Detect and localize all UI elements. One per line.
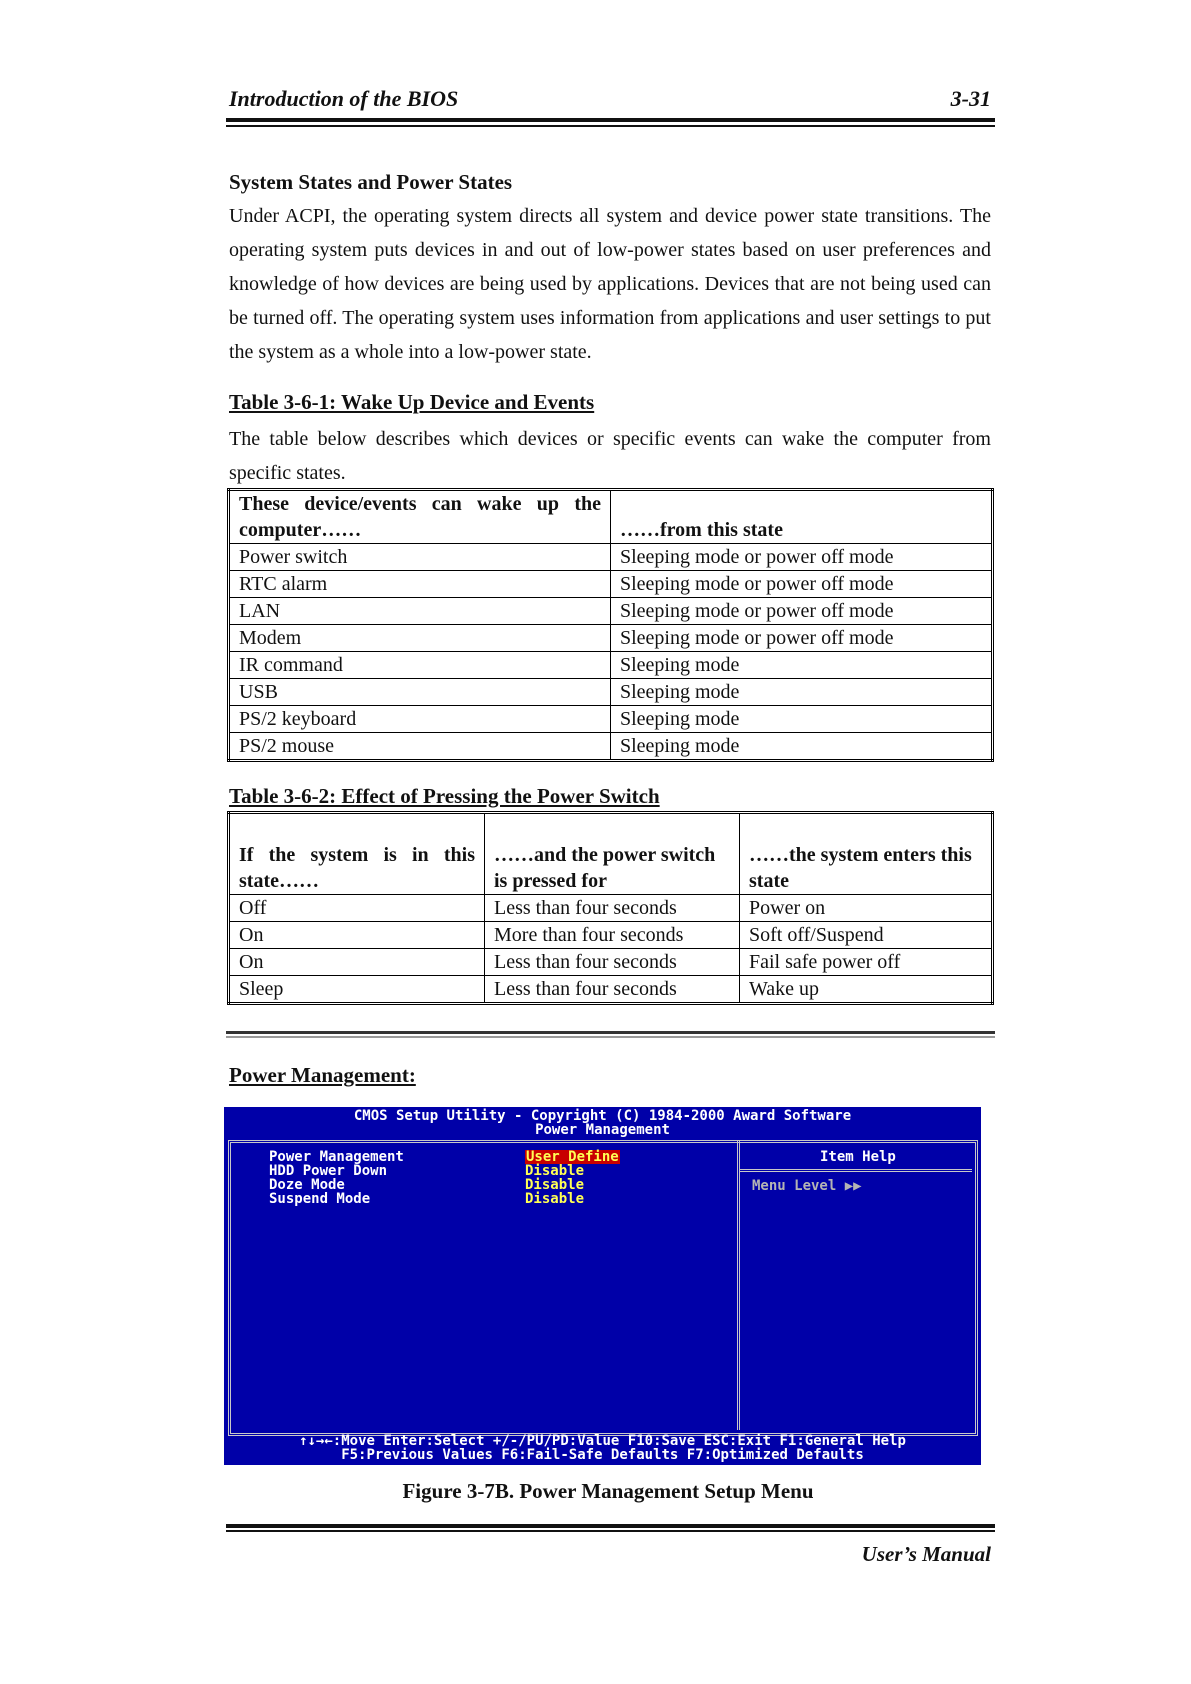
- table-cell: LAN: [229, 598, 611, 625]
- table-row: [229, 949, 993, 976]
- table-cell: PS/2 keyboard: [229, 706, 611, 733]
- header-rule-thin: [226, 125, 995, 127]
- bios-item-power-management[interactable]: Power Management: [269, 1149, 404, 1165]
- bios-help-separator: [740, 1169, 972, 1172]
- table1-caption: Table 3-6-1: Wake Up Device and Events: [229, 390, 595, 414]
- table-cell: Modem: [229, 625, 611, 652]
- power-switch-table: [227, 811, 994, 1005]
- table-cell: Sleeping mode: [611, 706, 993, 733]
- table-header-cell: ……from this state: [611, 490, 993, 544]
- table-cell: Off: [229, 895, 485, 922]
- table-cell: Sleeping mode: [611, 679, 993, 706]
- figure-caption: Figure 3-7B. Power Management Setup Menu: [402, 1479, 814, 1503]
- table2-caption: Table 3-6-2: Effect of Pressing the Power Switch: [229, 784, 660, 808]
- table-cell: More than four seconds: [485, 922, 740, 949]
- table-cell: Sleeping mode or power off mode: [611, 598, 993, 625]
- bios-screen: [224, 1107, 981, 1465]
- page-number: 3-31: [950, 86, 991, 111]
- bios-footer-keys: ↑↓→←:Move Enter:Select +/-/PU/PD:Value F10:Save ESC:Exit F1:General Help: [299, 1433, 906, 1449]
- table-header-cell: These device/events can wake up the computer……: [229, 490, 611, 544]
- table-cell: Less than four seconds: [485, 895, 740, 922]
- table-cell: PS/2 mouse: [229, 733, 611, 761]
- table-cell: Sleeping mode or power off mode: [611, 571, 993, 598]
- table-cell: On: [229, 922, 485, 949]
- footer-rule-thick: [226, 1524, 995, 1528]
- section-separator-shadow: [226, 1036, 995, 1038]
- table-cell: On: [229, 949, 485, 976]
- table-row: [229, 895, 993, 922]
- table-cell: Less than four seconds: [485, 949, 740, 976]
- bios-value-doze-mode[interactable]: Disable: [525, 1177, 585, 1193]
- table-cell: Soft off/Suspend: [740, 922, 993, 949]
- bios-value-power-management[interactable]: User Define: [526, 1149, 619, 1165]
- footer-rule-thin: [226, 1530, 995, 1532]
- table-cell: Sleeping mode or power off mode: [611, 544, 993, 571]
- table-row: [229, 625, 993, 652]
- table-row: [229, 598, 993, 625]
- bios-title: CMOS Setup Utility - Copyright (C) 1984-2000 Award Software: [353, 1108, 852, 1124]
- table-cell: Sleeping mode or power off mode: [611, 625, 993, 652]
- table1-intro: The table below describes which devices or specific events can wake the computer from specific states.: [229, 428, 991, 484]
- section-paragraph: Under ACPI, the operating system directs all system and device power state transitions. The operating system puts devices in and out of low-power states based on user preferences and knowledge of how devices are being used by applications. Devices that are not being used can be turned off. The operating system uses information from applications and user settings to put the system as a whole into a low-power state.: [229, 205, 991, 363]
- table-cell: Sleeping mode: [611, 733, 993, 761]
- table-header-cell: ……the system enters this state: [740, 813, 993, 895]
- bios-subtitle: Power Management: [535, 1122, 670, 1138]
- footer-manual-label: User’s Manual: [861, 1542, 991, 1566]
- table-cell: Wake up: [740, 976, 993, 1004]
- bios-menu-level: Menu Level ▶▶: [752, 1178, 862, 1194]
- table-row: [229, 706, 993, 733]
- table-header-cell: If the system is in this state……: [229, 813, 485, 895]
- bios-footer-defaults: F5:Previous Values F6:Fail-Safe Defaults F7:Optimized Defaults: [341, 1447, 864, 1463]
- bios-panel-divider: [737, 1140, 743, 1430]
- table-cell: Sleeping mode: [611, 652, 993, 679]
- table-row: [229, 652, 993, 679]
- table-cell: RTC alarm: [229, 571, 611, 598]
- table-cell: Power on: [740, 895, 993, 922]
- table-row: [229, 733, 993, 761]
- table-header-row: [229, 490, 993, 544]
- header-rule-thick: [226, 118, 995, 122]
- bios-item-help-title: Item Help: [820, 1149, 896, 1165]
- bios-item-suspend-mode[interactable]: Suspend Mode: [269, 1191, 371, 1207]
- bios-value-hdd-power-down[interactable]: Disable: [525, 1163, 585, 1179]
- bios-item-hdd-power-down[interactable]: HDD Power Down: [269, 1163, 388, 1179]
- table-cell: Sleep: [229, 976, 485, 1004]
- section-heading: System States and Power States: [229, 170, 513, 194]
- table-cell: USB: [229, 679, 611, 706]
- table-row: [229, 976, 993, 1004]
- table-row: [229, 544, 993, 571]
- section-separator: [226, 1031, 995, 1034]
- power-management-heading: Power Management:: [229, 1063, 416, 1087]
- table-row: [229, 571, 993, 598]
- table-cell: Power switch: [229, 544, 611, 571]
- wake-up-table: [227, 488, 994, 762]
- bios-item-doze-mode[interactable]: Doze Mode: [269, 1177, 345, 1193]
- table-row: [229, 922, 993, 949]
- table-header-cell: ……and the power switch is pressed for: [485, 813, 740, 895]
- bios-value-suspend-mode[interactable]: Disable: [525, 1191, 585, 1207]
- table-header-row: [229, 813, 993, 895]
- table-cell: IR command: [229, 652, 611, 679]
- table-row: [229, 679, 993, 706]
- table-cell: Less than four seconds: [485, 976, 740, 1004]
- table-cell: Fail safe power off: [740, 949, 993, 976]
- header-title: Introduction of the BIOS: [229, 86, 459, 111]
